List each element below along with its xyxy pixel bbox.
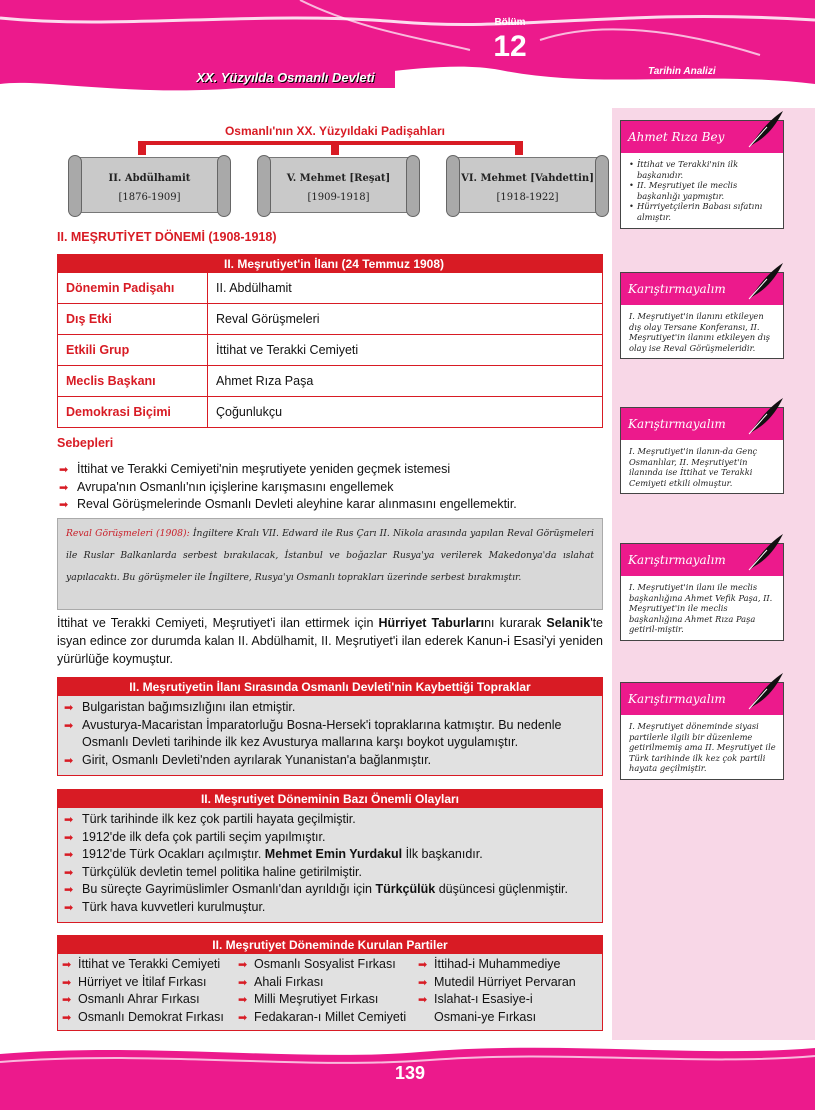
list-item: ➡ Osmanlı Ahrar Fırkası — [62, 991, 238, 1009]
list-item — [62, 846, 596, 864]
sidebar-box-ahmet-riza — [620, 120, 784, 229]
sidebar-box-text: I. Meşrutiyet'in ilanı ile meclis başkanlığına Ahmet Vefik Paşa, II. Meşrutiyet'in ile meclis başkanlığına Ahmet Rıza Paşa getiril-miştir. — [629, 582, 773, 635]
table-key: Meclis Başkanı — [58, 366, 208, 397]
paragraph-bold: Selanik — [546, 616, 591, 630]
sidebar-box-title-text: Karıştırmayalım — [628, 692, 726, 706]
list-item: ➡ Islahat-ı Esasiye-i — [418, 991, 598, 1009]
body-paragraph — [57, 614, 603, 668]
quill-icon — [747, 396, 785, 436]
paragraph-text: İttihat ve Terakki Cemiyeti, Meşrutiyet'i ilan ettirmek için — [57, 616, 379, 630]
list-item: ➡ Osmanlı Sosyalist Fırkası — [238, 956, 418, 974]
page-header-title: XX. Yüzyılda Osmanlı Devleti — [196, 70, 375, 85]
quill-icon — [747, 109, 785, 149]
sidebar-box-karistirmayalim-3 — [620, 543, 784, 641]
list-item: ➡ Osmanlı Demokrat Fırkası — [62, 1009, 238, 1027]
olaylar-box — [57, 789, 603, 923]
table-row — [58, 304, 603, 335]
list-item: ➡ Mutedil Hürriyet Pervaran — [418, 974, 598, 992]
sidebar-box-list — [629, 159, 777, 223]
sebepler-title: Sebepleri — [57, 436, 114, 450]
item-text: Bu süreçte Gayrimüslimler Osmanlı'dan ayrıldığı için — [82, 882, 376, 896]
connector-drop — [515, 145, 523, 155]
partiler-column — [62, 956, 238, 1026]
sidebar-box-title-text: Karıştırmayalım — [628, 553, 726, 567]
padisah-years: [1909-1918] — [307, 192, 370, 203]
partiler-column — [418, 956, 598, 1026]
partiler-column — [238, 956, 418, 1026]
padisah-scroll — [257, 155, 420, 217]
table-row — [58, 273, 603, 304]
table-key: Demokrasi Biçimi — [58, 397, 208, 428]
list-item: • İttihat ve Terakki'nin ilk başkanıdır. — [629, 159, 777, 180]
sidebar-box-text: I. Meşrutiyet'in ilanını etkileyen dış olay Tersane Konferansı, II. Meşrutiyet'in ilanını etkileyen dış olay ise Reval Görüşmeleridir. — [629, 311, 770, 353]
list-item: ➡ Hürriyet ve İtilaf Fırkası — [62, 974, 238, 992]
table-row — [58, 335, 603, 366]
paragraph-text: nı kurarak — [484, 616, 547, 630]
table-key: Dönemin Padişahı — [58, 273, 208, 304]
table-value: Ahmet Rıza Paşa — [208, 366, 603, 397]
item-text: düşüncesi güçlenmiştir. — [435, 882, 568, 896]
list-item: • II. Meşrutiyet ile meclis başkanlığı yapmıştır. — [629, 180, 777, 201]
sidebar-box-title-text: Ahmet Rıza Bey — [628, 130, 725, 144]
padisah-name: V. Mehmet [Reşat] — [286, 173, 391, 184]
box-title: II. Meşrutiyet Döneminde Kurulan Partiler — [58, 936, 602, 954]
box-title: II. Meşrutiyetin İlanı Sırasında Osmanlı Devleti'nin Kaybettiği Topraklar — [58, 678, 602, 696]
sidebar-box-title — [621, 408, 783, 440]
sidebar-box-title — [621, 544, 783, 576]
padisah-years: [1918-1922] — [496, 192, 559, 203]
quill-icon — [747, 532, 785, 572]
list-item: ➡ Reval Görüşmelerinde Osmanlı Devleti aleyhine karar alınmasını engellemektir. — [57, 496, 603, 514]
table-value: Çoğunlukçu — [208, 397, 603, 428]
list-item: ➡ İttihat ve Terakki Cemiyeti — [62, 956, 238, 974]
padisah-scroll — [68, 155, 231, 217]
sidebar-box-karistirmayalim-1 — [620, 272, 784, 359]
padisahlar-title: Osmanlı'nın XX. Yüzyıldaki Padişahları — [224, 124, 446, 138]
topraklar-box — [57, 677, 603, 776]
list-item: ➡ 1912'de ilk defa çok partili seçim yapılmıştır. — [62, 829, 596, 847]
padisah-scroll — [446, 155, 609, 217]
padisah-years: [1876-1909] — [118, 192, 181, 203]
page-header — [0, 0, 815, 96]
mesrutiyet-info-table — [57, 254, 603, 428]
list-item: ➡ Ahali Fırkası — [238, 974, 418, 992]
list-item: ➡ İttihad-i Muhammediye — [418, 956, 598, 974]
list-item: ➡ Türk hava kuvvetleri kurulmuştur. — [62, 899, 596, 917]
table-row — [58, 366, 603, 397]
section-title: II. MEŞRUTİYET DÖNEMİ (1908-1918) — [57, 230, 277, 244]
quill-icon — [747, 671, 785, 711]
sidebar-box-title — [621, 273, 783, 305]
box-title: II. Meşrutiyet Döneminin Bazı Önemli Olayları — [58, 790, 602, 808]
chapter-number: 12 — [493, 30, 527, 63]
list-item: ➡ Türk tarihinde ilk kez çok partili hayata geçilmiştir. — [62, 811, 596, 829]
item-bold: Türkçülük — [375, 882, 436, 896]
list-item: ➡ Milli Meşrutiyet Fırkası — [238, 991, 418, 1009]
sidebar-box-title — [621, 121, 783, 153]
olaylar-list — [62, 811, 596, 916]
table-value: Reval Görüşmeleri — [208, 304, 603, 335]
paragraph-bold: Hürriyet Taburları — [378, 616, 485, 630]
connector-drop — [138, 145, 146, 155]
sidebar-box-title — [621, 683, 783, 715]
list-item — [62, 881, 596, 899]
padisah-name: VI. Mehmet [Vahdettin] — [461, 173, 594, 184]
table-row — [58, 397, 603, 428]
topraklar-list — [62, 699, 596, 769]
reval-text: İngiltere Kralı VII. Edward ile Rus Çarı II. Nikola arasında yapılan Reval Görüşmeleri ile Ruslar Balkanlarda serbest bırakılacak, İstanbul ve boğazlar Rusya'ya verilerek Makedonya'da ıslahat yapılacaktı. Bu görüşmeler ile İngiltere, Rusya'yı Osmanlı toprakları üzerinde serbest bırakmıştır. — [66, 528, 594, 583]
header-right-text: Tarihin Analizi — [648, 66, 716, 77]
header-wave — [0, 0, 815, 96]
table-value: II. Abdülhamit — [208, 273, 603, 304]
table-header: II. Meşrutiyet'in İlanı (24 Temmuz 1908) — [58, 255, 603, 273]
sidebar-box-title-text: Karıştırmayalım — [628, 417, 726, 431]
partiler-box — [57, 935, 603, 1031]
list-item: ➡ Girit, Osmanlı Devleti'nden ayrılarak Yunanistan'a bağlanmıştır. — [62, 752, 596, 770]
list-item: ➡ Türkçülük devletin temel politika haline getirilmiştir. — [62, 864, 596, 882]
table-value: İttihat ve Terakki Cemiyeti — [208, 335, 603, 366]
list-item: ➡ Fedakaran-ı Millet Cemiyeti — [238, 1009, 418, 1027]
table-key: Dış Etki — [58, 304, 208, 335]
sidebar-box-karistirmayalim-4 — [620, 682, 784, 780]
paragraph-text: 'te isyan edince zor durumda kalan II. Abdülhamit, II. Meşrutiyet'i ilan ederek Kanun-i Esasi'yi yeniden yürürlüğe koymuştur. — [57, 616, 603, 666]
sidebar-box-text: I. Meşrutiyet'in ilanın-da Genç Osmanlılar, II. Meşrutiyet'in ilanında ise İttihat ve Terakki Cemiyeti etkili olmuştur. — [629, 446, 758, 488]
reval-label: Reval Görüşmeleri (1908): — [66, 528, 190, 539]
list-item: Osmani-ye Fırkası — [434, 1009, 537, 1024]
sebepler-list — [57, 461, 603, 514]
chapter-label: Bölüm — [494, 17, 526, 28]
list-item: • Hürriyetçilerin Babası sıfatını almıştır. — [629, 201, 777, 222]
item-bold: Mehmet Emin Yurdakul — [264, 847, 403, 861]
list-item: ➡ Avusturya-Macaristan İmparatorluğu Bosna-Hersek'i topraklarına katmıştır. Bu nedenle Osmanlı Devleti tarihinde ilk kez Avusturya mallarına karşı boykot uygulamıştır. — [62, 717, 596, 752]
list-item: ➡ Avrupa'nın Osmanlı'nın içişlerine karışmasını engellemek — [57, 479, 603, 497]
item-text: İlk başkanıdır. — [402, 847, 483, 861]
reval-note-box — [57, 518, 603, 610]
list-item: ➡ İttihat ve Terakki Cemiyeti'nin meşrutiyete yeniden geçmek istemesi — [57, 461, 603, 479]
connector-drop — [331, 145, 339, 155]
padisah-name: II. Abdülhamit — [108, 173, 191, 184]
table-key: Etkili Grup — [58, 335, 208, 366]
quill-icon — [747, 261, 785, 301]
sidebar-box-karistirmayalim-2 — [620, 407, 784, 494]
sidebar-box-text: I. Meşrutiyet döneminde siyasi partilerle ilgili bir düzenleme getirilmemiş ama II. Meşrutiyet ile Türk tarihinde ilk kez çok partili hayata geçilmiştir. — [629, 721, 776, 774]
page-number: 139 — [394, 1063, 426, 1083]
item-text: 1912'de Türk Ocakları açılmıştır. — [82, 847, 265, 861]
sidebar-box-title-text: Karıştırmayalım — [628, 282, 726, 296]
list-item: ➡ Bulgaristan bağımsızlığını ilan etmiştir. — [62, 699, 596, 717]
